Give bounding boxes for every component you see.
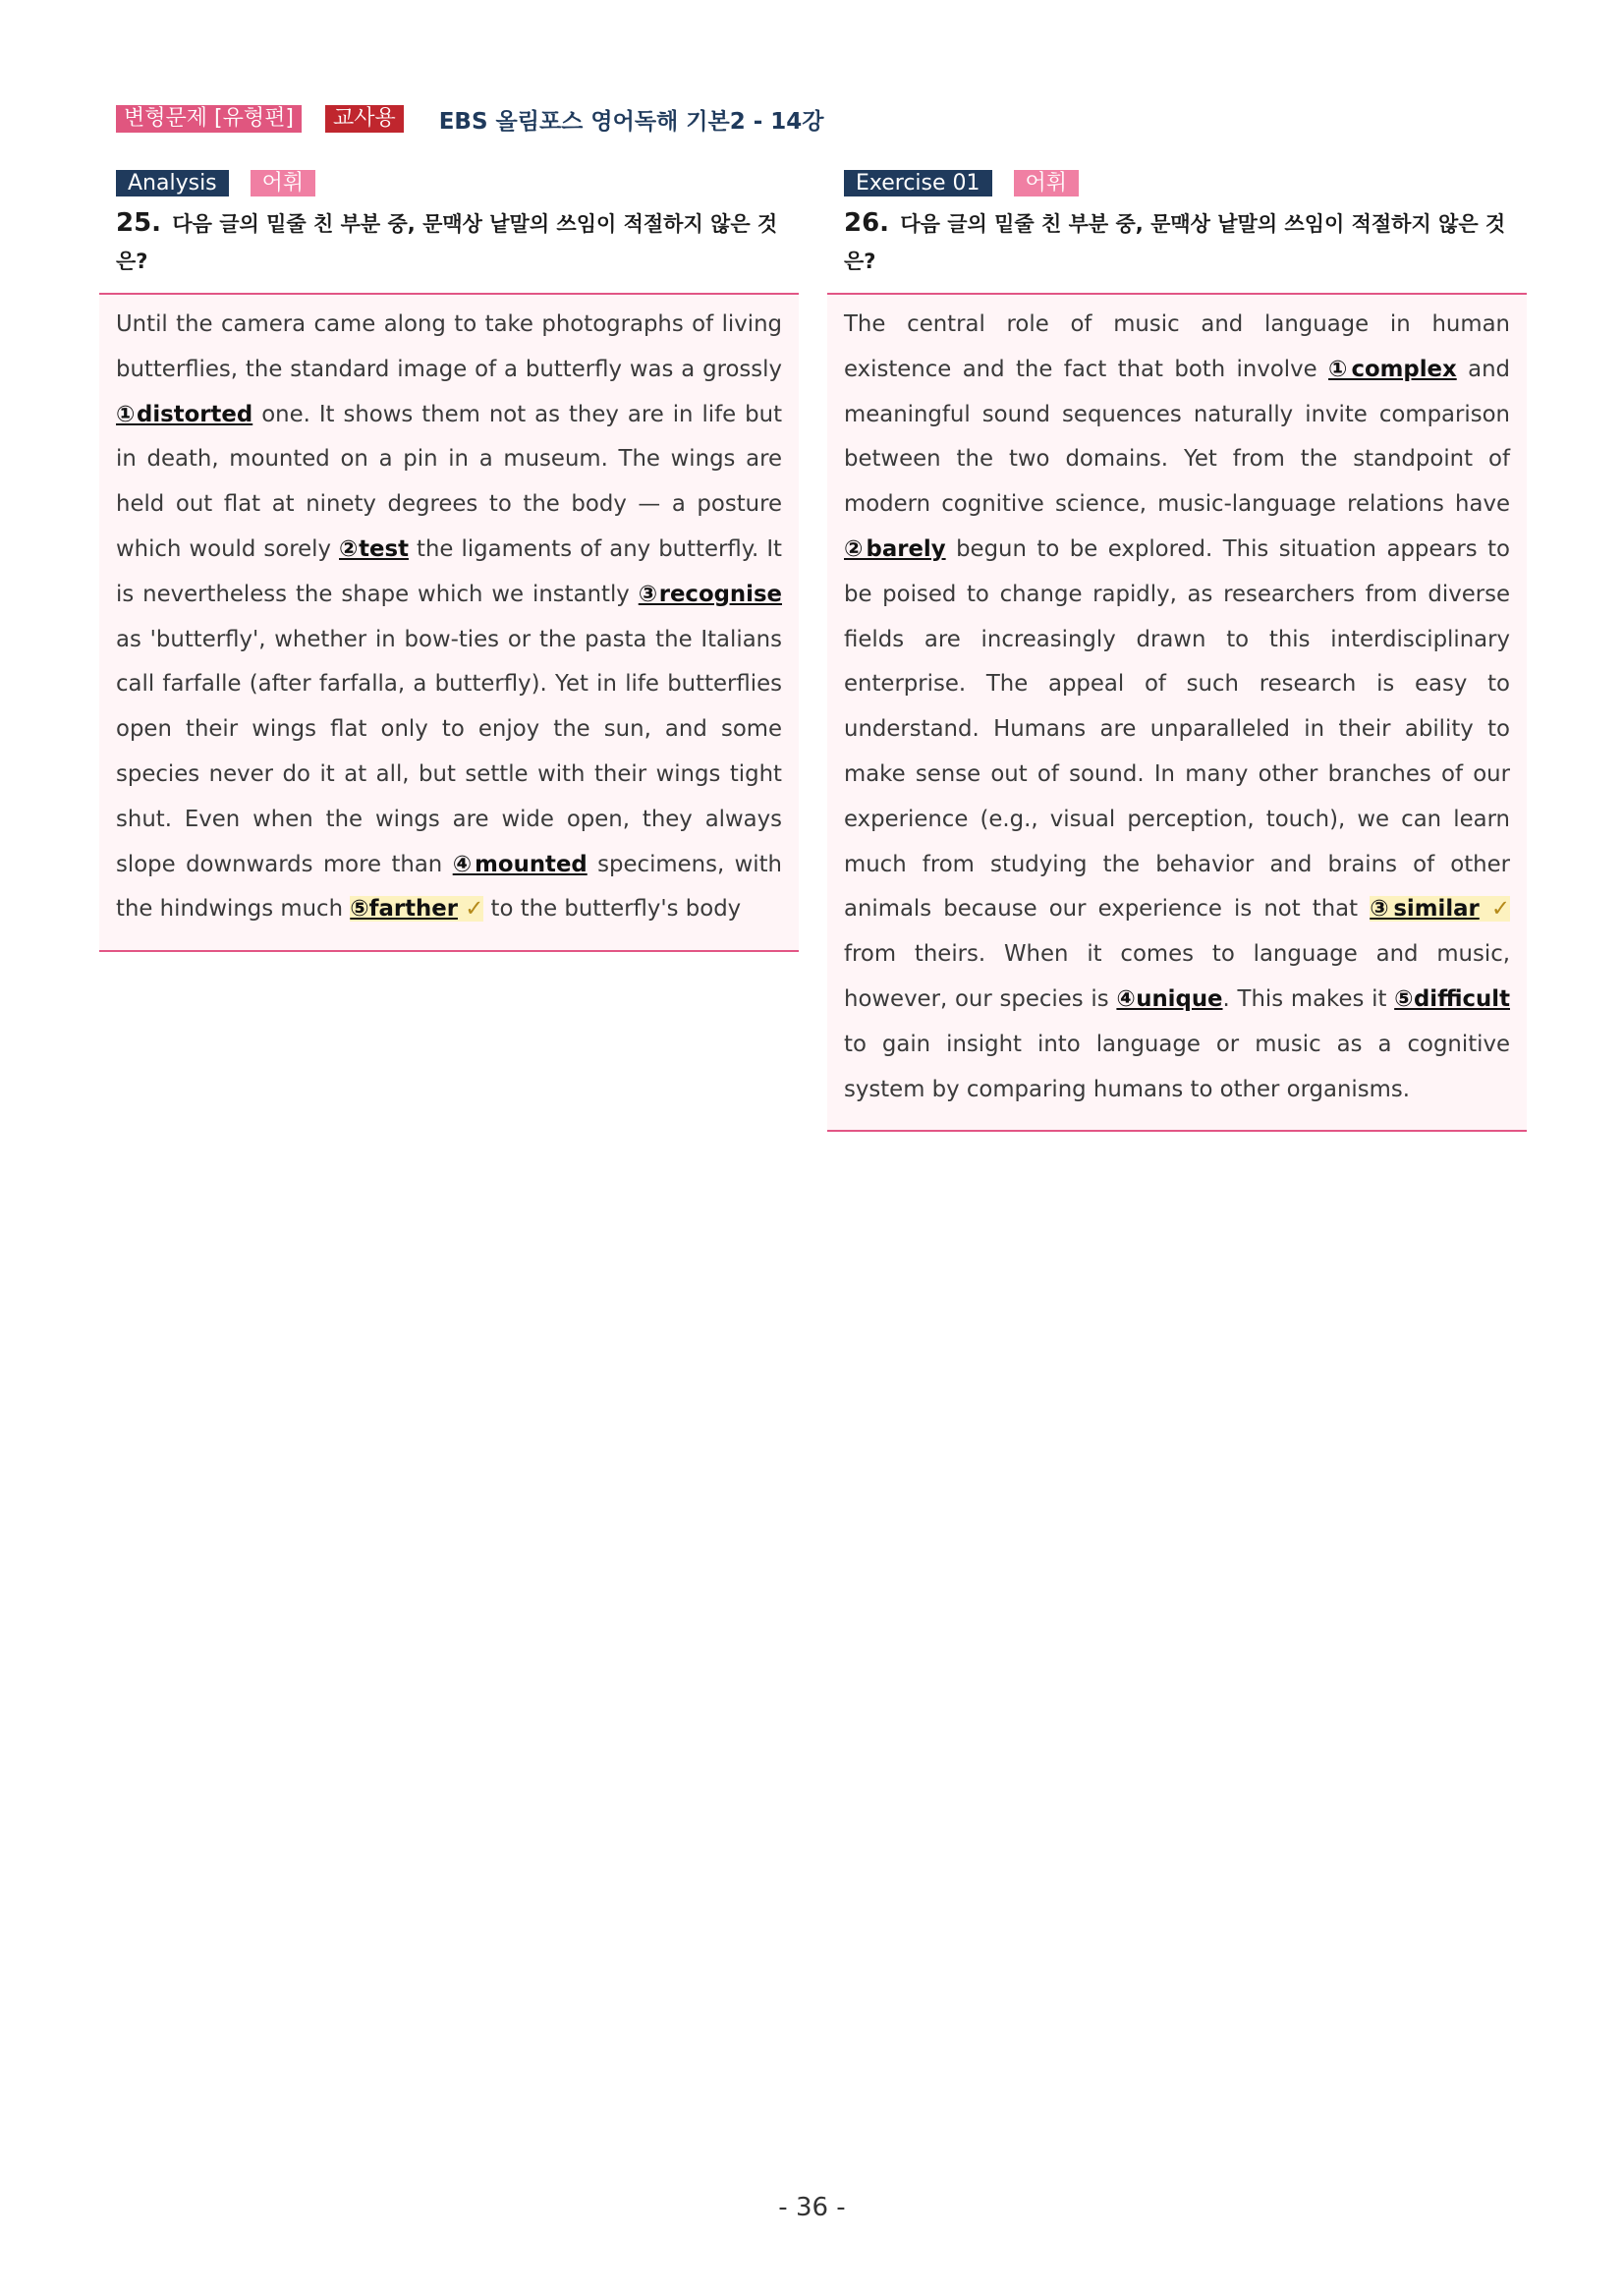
document-title: EBS 올림포스 영어독해 기본2 - 14강 bbox=[438, 108, 824, 135]
choice-5: ⑤difficult bbox=[1394, 985, 1510, 1012]
passage-segment: and meaningful sound sequences naturally invite comparison between the two domains. Yet from the standpoint of modern cognitive science, music-language relations have bbox=[844, 356, 1511, 518]
check-mark: ✓ bbox=[1490, 896, 1510, 923]
passage-box bbox=[827, 293, 1527, 1132]
passage-segment: from theirs. When it comes to language and music, however, our species is bbox=[844, 941, 1510, 1012]
question-labels bbox=[99, 170, 799, 196]
passage-segment: to gain insight into language or music as a cognitive system by comparing humans to other organisms. bbox=[844, 1031, 1510, 1102]
passage-text bbox=[844, 303, 1510, 1112]
page-number: - 36 - bbox=[778, 2193, 846, 2222]
question-labels bbox=[827, 170, 1527, 196]
choice-1: ①complex bbox=[1328, 356, 1457, 382]
analysis-label: Analysis bbox=[116, 170, 229, 196]
question-text: 다음 글의 밑줄 친 부분 중, 문맥상 낱말의 쓰임이 적절하지 않은 것은? bbox=[844, 212, 1506, 273]
passage-box bbox=[99, 293, 799, 952]
passage-segment: to the butterfly's body bbox=[483, 896, 742, 923]
choice-1: ①distorted bbox=[116, 401, 253, 427]
passage-segment: one. It shows them not as they are in life but in death, mounted on a pin in a museum. The wings are held out flat at ninety degrees to the body — a posture which would sorely bbox=[116, 401, 783, 562]
passage-segment: the ligaments of any butterfly. It is nevertheless the shape which we instantly bbox=[116, 535, 782, 607]
passage-segment: as 'butterfly', whether in bow-ties or the pasta the Italians call farfalle (after farfalla, a butterfly). Yet in life butterflies open their wings flat only to enjoy the sun, and some species never do it at all, but settle with their wings tight shut. Even when the wings are wide open, they always slope downwards more than bbox=[116, 626, 782, 877]
answer-highlight bbox=[350, 896, 483, 922]
passage-text bbox=[116, 303, 782, 932]
passage-segment: The central role of music and language in human existence and the fact that both involve bbox=[844, 311, 1510, 382]
question-26-column bbox=[827, 170, 1527, 1132]
vocab-label: 어휘 bbox=[1014, 170, 1080, 196]
question-prompt bbox=[99, 196, 799, 293]
question-prompt bbox=[827, 196, 1527, 293]
vocab-label: 어휘 bbox=[251, 170, 316, 196]
passage-segment: specimens, with the hindwings much bbox=[116, 851, 783, 923]
choice-3: ③recognise bbox=[638, 581, 782, 607]
question-25-column bbox=[99, 170, 799, 952]
teacher-tag: 교사용 bbox=[325, 105, 404, 133]
type-tag: 변형문제 [유형편] bbox=[116, 105, 302, 133]
question-number: 25. bbox=[116, 208, 162, 238]
choice-5-answer: ⑤farther bbox=[350, 896, 458, 923]
question-number: 26. bbox=[844, 208, 890, 238]
question-text: 다음 글의 밑줄 친 부분 중, 문맥상 낱말의 쓰임이 적절하지 않은 것은? bbox=[116, 212, 778, 273]
choice-2: ②barely bbox=[844, 535, 946, 562]
passage-segment: begun to be explored. This situation appears to be poised to change rapidly, as researchers from diverse fields are increasingly drawn to this interdisciplinary enterprise. The appeal of such research is easy to understand. Humans are unparalleled in their ability to make sense out of sound. In many other branches of our experience (e.g., visual perception, touch), we can learn much from studying the behavior and brains of other animals because our experience is not that bbox=[844, 535, 1510, 923]
check-mark: ✓ bbox=[465, 896, 484, 923]
answer-highlight bbox=[1370, 896, 1510, 922]
choice-4: ④unique bbox=[1116, 985, 1223, 1012]
passage-segment: . This makes it bbox=[1222, 985, 1395, 1012]
choice-3-answer: ③similar bbox=[1370, 896, 1480, 923]
choice-2: ②test bbox=[339, 535, 409, 562]
passage-segment: Until the camera came along to take photographs of living butterflies, the standard image of a butterfly was a grossly bbox=[116, 311, 782, 382]
exercise-label: Exercise 01 bbox=[844, 170, 992, 196]
choice-4: ④mounted bbox=[452, 851, 588, 877]
page-header bbox=[116, 104, 824, 134]
